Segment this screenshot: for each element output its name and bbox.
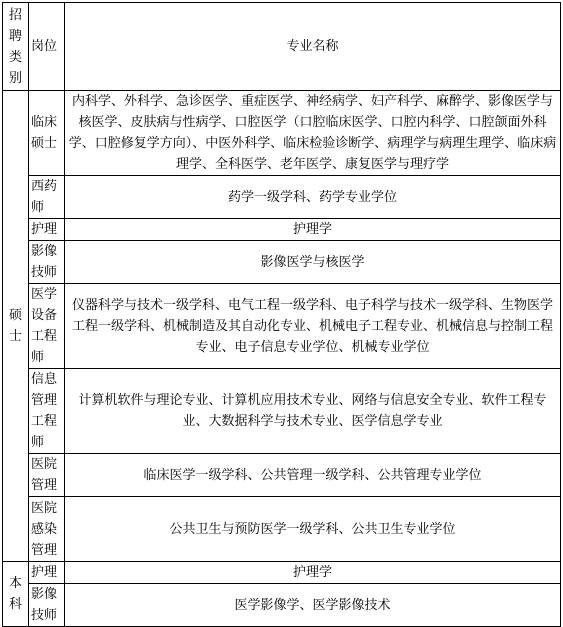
- major-cell: 药学一级学科、药学专业学位: [65, 176, 561, 219]
- major-cell: 计算机软件与理论专业、计算机应用技术专业、网络与信息安全专业、软件工程专业、大数据科学与技术专业、医学信息学专业: [65, 369, 561, 454]
- recruitment-table: [2, 2, 561, 627]
- table-row: [3, 241, 561, 284]
- position-cell: 影像技师: [29, 584, 65, 627]
- table-row: [3, 369, 561, 454]
- position-cell: 影像技师: [29, 241, 65, 284]
- major-cell: 公共卫生与预防医学一级学科、公共卫生专业学位: [65, 497, 561, 562]
- major-cell: 仪器科学与技术一级学科、电气工程一级学科、电子科学与技术一级学科、生物医学工程一级学科、机械制造及其自动化专业、机械电子工程专业、机械信息与控制工程专业、电子信息专业学位、机械专业学位: [65, 284, 561, 369]
- position-cell: 医学设备工程师: [29, 284, 65, 369]
- major-cell: 内科学、外科学、急诊医学、重症医学、神经病学、妇产科学、麻醉学、影像医学与核医学、皮肤病与性病学、口腔医学（口腔临床医学、口腔内科学、口腔颌面外科学、口腔修复学方向）、中医外科学、临床检验诊断学、病理学与病理生理学、临床病理学、全科医学、老年医学、康复医学与理疗学: [65, 91, 561, 176]
- major-cell: 临床医学一级学科、公共管理一级学科、公共管理专业学位: [65, 454, 561, 497]
- table-row: [3, 562, 561, 584]
- header-category: 招聘类别: [3, 3, 29, 91]
- header-row: [3, 3, 561, 91]
- major-cell: 医学影像学、医学影像技术: [65, 584, 561, 627]
- header-major: 专业名称: [65, 3, 561, 91]
- position-cell: 护理: [29, 219, 65, 241]
- table-row: [3, 284, 561, 369]
- category-cell-master: 硕士: [3, 91, 29, 562]
- table-row: [3, 219, 561, 241]
- position-cell: 医院管理: [29, 454, 65, 497]
- table-row: [3, 497, 561, 562]
- table-row: [3, 584, 561, 627]
- table-row: [3, 176, 561, 219]
- category-cell-bachelor: 本科: [3, 562, 29, 627]
- position-cell: 信息管理工程师: [29, 369, 65, 454]
- table-row: [3, 91, 561, 176]
- position-cell: 医院感染管理: [29, 497, 65, 562]
- table-row: [3, 454, 561, 497]
- major-cell: 护理学: [65, 562, 561, 584]
- position-cell: 临床硕士: [29, 91, 65, 176]
- major-cell: 影像医学与核医学: [65, 241, 561, 284]
- header-position: 岗位: [29, 3, 65, 91]
- position-cell: 护理: [29, 562, 65, 584]
- major-cell: 护理学: [65, 219, 561, 241]
- position-cell: 西药师: [29, 176, 65, 219]
